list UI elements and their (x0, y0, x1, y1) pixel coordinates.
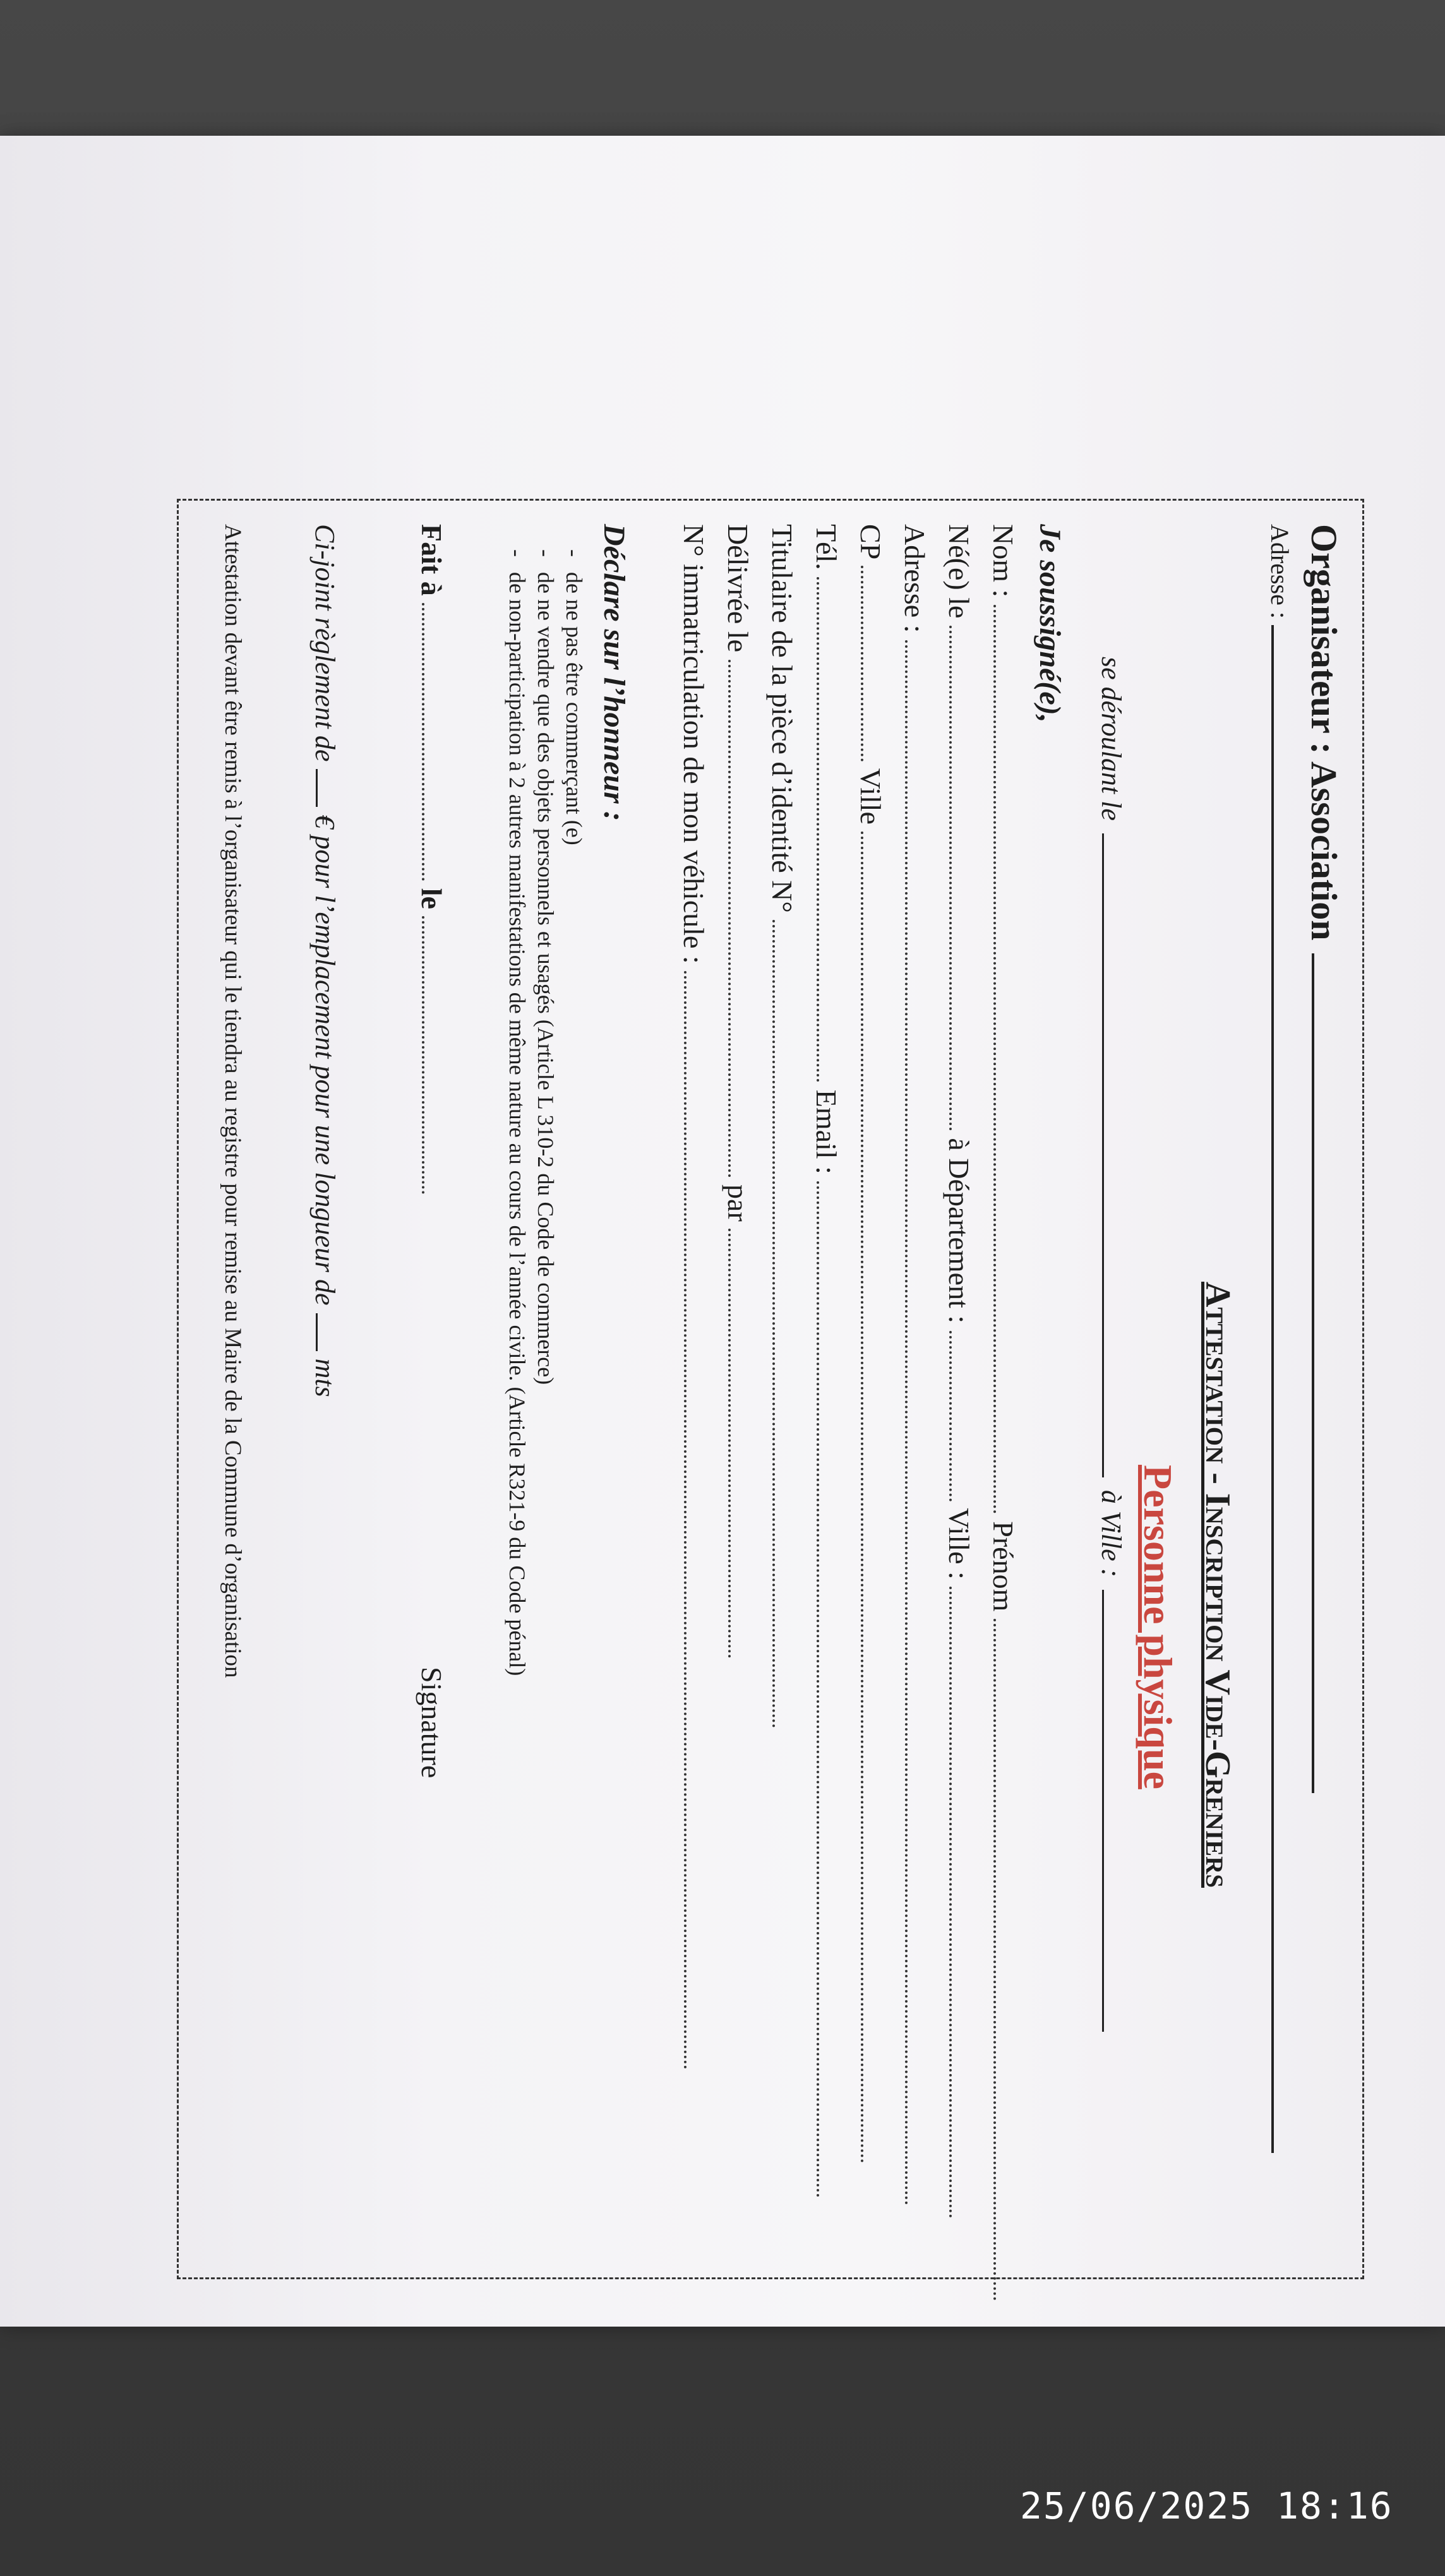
address-label: Adresse : (1266, 524, 1294, 619)
delivree-label: Délivrée le (722, 524, 754, 653)
reglement-middle: € pour l’emplacement pour une longueur de (309, 814, 340, 1306)
photo-timestamp: 25/06/2025 18:16 (1020, 2484, 1393, 2527)
departement-dots (949, 1331, 971, 1501)
fait-a-label: Fait à (416, 524, 448, 596)
tel-label: Tél. (810, 524, 842, 570)
form-subtitle: Personne physique (1136, 1465, 1180, 1789)
cp-ville-label: Ville (854, 768, 887, 825)
address-row (898, 524, 932, 2206)
prenom-dots (993, 1619, 1015, 2301)
registration-form (177, 499, 1364, 2279)
cp-label: CP (854, 524, 887, 559)
immat-label: N° immatriculation de mon véhicule : (678, 524, 710, 964)
form-footer: Attestation devant être remis à l’organisateur qui le tiendra au registre pour remise au Maire de la Commune d’organisation (220, 524, 246, 1678)
par-dots (728, 1229, 750, 1658)
adresse-dots (905, 640, 926, 2206)
vehicle-row (677, 524, 711, 2070)
declaration-item: - de ne pas être commerçant (e) (561, 549, 587, 845)
amount-blank (316, 769, 318, 807)
event-date-label: se déroulant le (1096, 657, 1127, 821)
le-dots (422, 916, 443, 1194)
ville-dots (949, 1587, 971, 2218)
prenom-label: Prénom (987, 1521, 1019, 1612)
contact-row (810, 524, 843, 2198)
fait-a-dots (422, 603, 443, 881)
titulaire-label: Titulaire de la pièce d’identité N° (766, 524, 798, 913)
address-line (1265, 524, 1295, 2153)
declaration-item: - de ne vendre que des objets personnels et usagés (Article L 310-2 du Code de commerce) (532, 549, 559, 1385)
le-label: le (416, 888, 448, 909)
reglement-unit: mts (309, 1358, 340, 1397)
fait-a-line (415, 524, 448, 1194)
id-row (765, 524, 799, 1728)
delivree-dots (728, 660, 750, 1178)
organizer-blank (1312, 953, 1314, 1793)
cp-dots (861, 566, 882, 761)
tel-dots (817, 577, 838, 1082)
immat-dots (684, 971, 705, 2070)
par-label: par (722, 1184, 754, 1222)
event-line (1095, 657, 1127, 2032)
address-blank (1271, 625, 1274, 2153)
declaration-item: - de non-participation à 2 autres manifestations de même nature au cours de l’année civile. (Article R321-9 du Code pénal) (504, 549, 531, 1676)
ville-label: Ville : (943, 1508, 975, 1580)
ne-le-label: Né(e) le (943, 524, 975, 619)
departement-label: à Département : (943, 1138, 975, 1324)
reglement-prefix: Ci-joint règlement de (309, 524, 340, 762)
email-dots (817, 1181, 838, 2198)
nom-label: Nom : (987, 524, 1019, 598)
event-date-blank (1102, 833, 1104, 1477)
form-title: Attestation - Inscription Vide-Greniers (1198, 1282, 1237, 1888)
ne-le-dots (949, 626, 971, 1131)
declare-heading: Déclare sur l’honneur : (597, 524, 631, 821)
signature-label: Signature (416, 1667, 448, 1779)
cp-ville-dots (861, 832, 882, 2164)
organizer-label: Organisateur : Association (1304, 524, 1345, 941)
issued-row (721, 524, 755, 1658)
organizer-line (1303, 524, 1345, 1793)
cp-row (854, 524, 887, 2164)
event-city-blank (1102, 1590, 1104, 2032)
paper-sheet (0, 136, 1445, 2327)
length-blank (316, 1313, 318, 1351)
email-label: Email : (810, 1089, 842, 1174)
adresse-label: Adresse : (899, 524, 931, 633)
name-row (986, 524, 1020, 2301)
payment-line (309, 524, 341, 1397)
titulaire-dots (772, 920, 794, 1728)
nom-dots (993, 605, 1015, 1514)
undersigned-heading: Je soussigné(e), (1033, 524, 1067, 723)
birth-row (942, 524, 976, 2218)
event-city-label: à Ville : (1096, 1489, 1127, 1578)
